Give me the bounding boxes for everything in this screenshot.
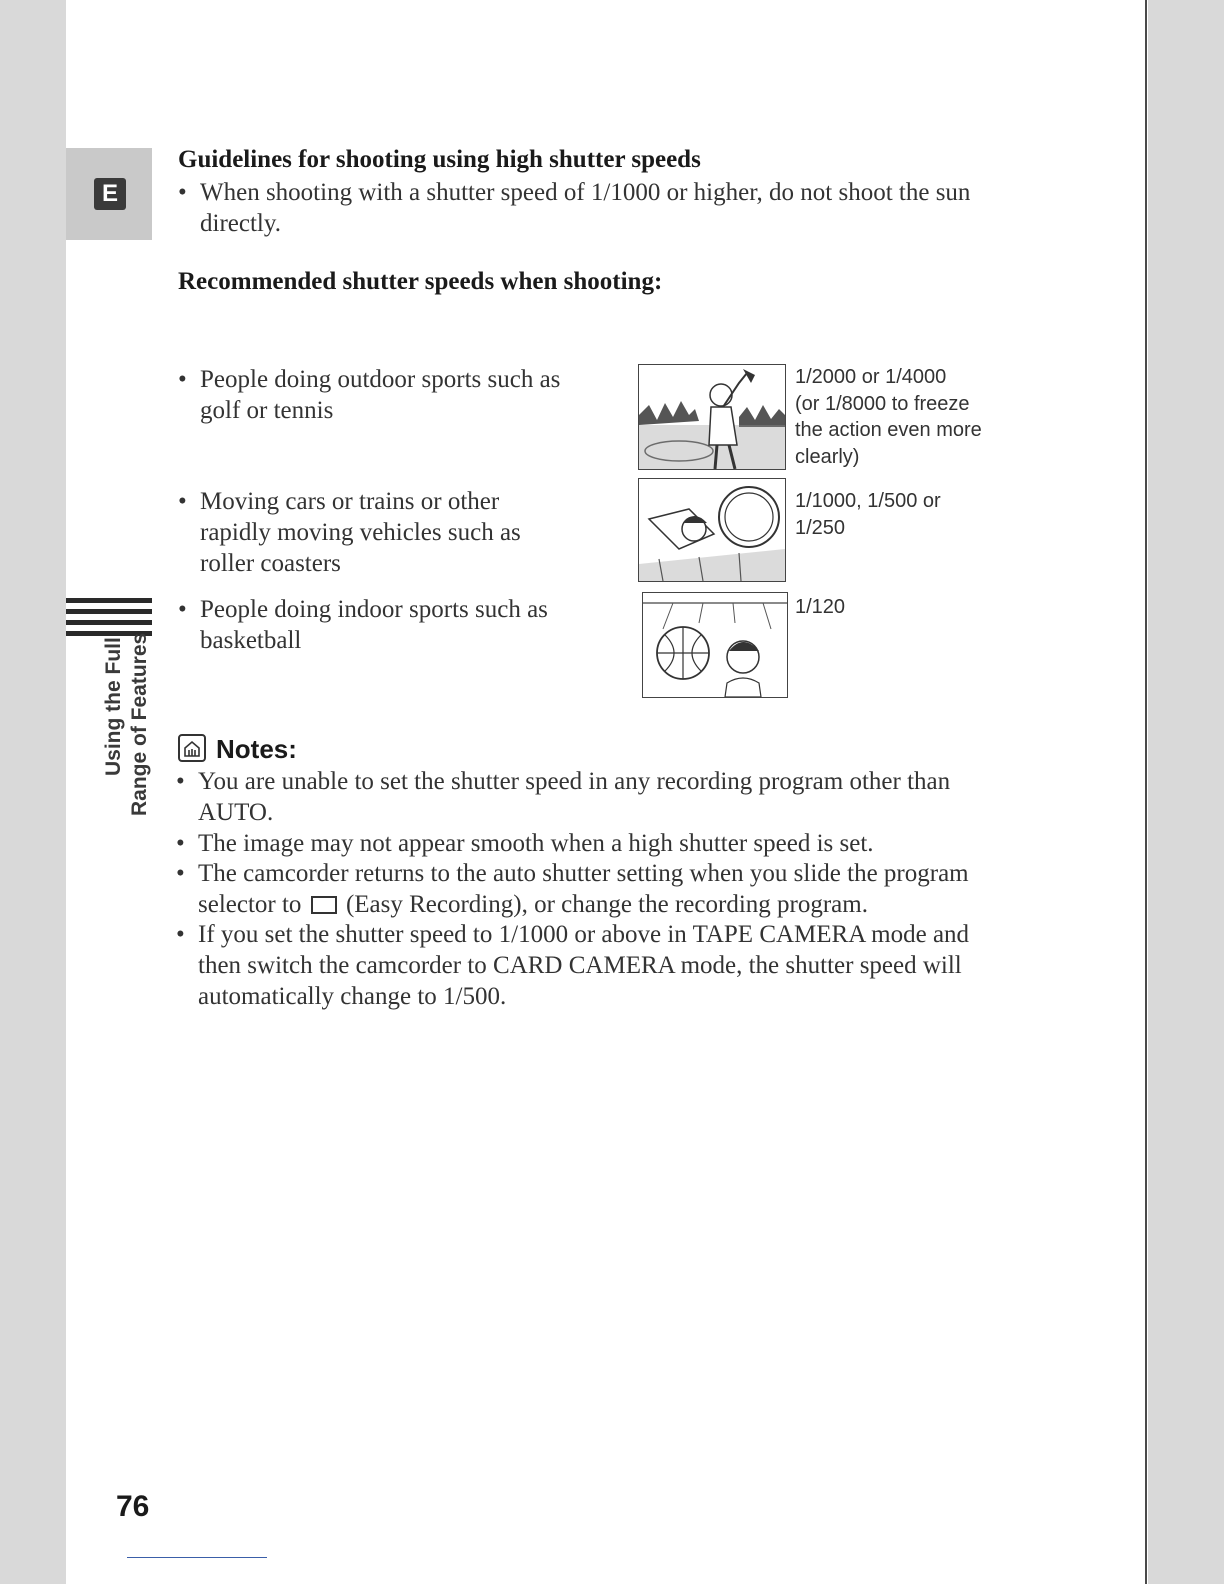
page-number: 76 xyxy=(116,1490,150,1523)
speed-golf xyxy=(795,364,982,470)
notes-icon xyxy=(178,734,206,762)
ground xyxy=(639,549,785,581)
speed-basketball-line1: 1/120 xyxy=(795,596,846,618)
page-edge xyxy=(1145,0,1147,1584)
note-2-line1: The image may not appear smooth when a high shutter speed is set. xyxy=(198,830,874,857)
footer-line xyxy=(127,1557,267,1558)
player-shirt xyxy=(725,678,761,697)
note-item-2: • The image may not appear smooth when a high shutter speed is set. xyxy=(176,830,874,857)
note-3-line1: The camcorder returns to the auto shutter setting when you slide the program xyxy=(198,860,969,887)
note-item-4: • If you set the shutter speed to 1/1000 or above in TAPE CAMERA mode and then switch the camcorder to CARD CAMERA mode, the shutter speed will automatically change to 1/500. xyxy=(176,921,970,1010)
item-basketball-line2: basketball xyxy=(200,627,302,654)
note-3-line2 xyxy=(198,889,868,920)
item-basketball-line1: People doing indoor sports such as xyxy=(200,596,548,623)
recommended-item-golf: • People doing outdoor sports such as golf or tennis xyxy=(178,366,561,424)
tree-line xyxy=(639,401,699,425)
golfer-head xyxy=(710,384,732,406)
speed-golf-line1: 1/2000 or 1/4000 xyxy=(795,366,947,388)
light-rays xyxy=(663,603,771,629)
speed-golf-line4: clearly) xyxy=(795,445,860,468)
recommended-heading: Recommended shutter speeds when shooting: xyxy=(178,268,663,295)
coaster-loop-inner xyxy=(725,493,773,541)
basketball-illustration xyxy=(642,592,788,698)
note-1-line1: You are unable to set the shutter speed in any recording program other than xyxy=(198,768,951,795)
guidelines-bullet: • When shooting with a shutter speed of 1/1000 or higher, do not shoot the sun directly. xyxy=(178,179,971,237)
notes-heading-text: Notes: xyxy=(216,734,297,764)
speed-golf-line3: the action even more xyxy=(795,419,982,441)
note-item-3: • The camcorder returns to the auto shutter setting when you slide the program selector to (Easy Recording), or change the recording program. xyxy=(176,860,969,918)
guidelines-line2: directly. xyxy=(200,210,281,237)
coaster-loop xyxy=(719,487,779,547)
note-1-line2: AUTO. xyxy=(198,799,274,826)
golfer-body xyxy=(709,407,737,445)
item-golf-line2: golf or tennis xyxy=(200,397,334,424)
speed-vehicles-line2: 1/250 xyxy=(795,516,846,539)
speed-vehicles xyxy=(795,488,941,541)
language-tab-label: E xyxy=(94,178,126,210)
recommended-item-vehicles: • Moving cars or trains or other rapidly moving vehicles such as roller coasters xyxy=(178,488,521,577)
recommended-item-basketball: • People doing indoor sports such as basketball xyxy=(178,596,548,654)
note-3-line2b: (Easy Recording), or change the recording program. xyxy=(345,891,868,918)
easy-recording-icon xyxy=(311,896,337,914)
speed-vehicles-line1: 1/1000, 1/500 or xyxy=(795,490,941,512)
notes-heading xyxy=(178,734,297,765)
side-tab-label xyxy=(100,632,160,818)
note-4-line3: automatically change to 1/500. xyxy=(198,983,507,1010)
golfer-illustration xyxy=(638,364,786,470)
guidelines-heading: Guidelines for shooting using high shutter speeds xyxy=(178,146,701,173)
speed-basketball xyxy=(795,594,845,621)
note-4-line1: If you set the shutter speed to 1/1000 or above in TAPE CAMERA mode and xyxy=(198,921,970,948)
side-tab-line1: Using the Full xyxy=(102,637,125,776)
item-vehicles-line2: rapidly moving vehicles such as xyxy=(200,519,521,546)
note-3-line2a: selector to xyxy=(198,891,302,918)
tree-line-right xyxy=(739,405,785,427)
item-golf-line1: People doing outdoor sports such as xyxy=(200,366,561,393)
note-4-line2: then switch the camcorder to CARD CAMERA mode, the shutter speed will xyxy=(198,952,962,979)
side-tab-line2: Range of Features xyxy=(128,632,151,816)
note-item-1: • You are unable to set the shutter speed in any recording program other than AUTO. xyxy=(176,768,951,826)
item-vehicles-line1: Moving cars or trains or other xyxy=(200,488,500,515)
speed-golf-line2: (or 1/8000 to freeze xyxy=(795,392,970,415)
guidelines-line1: When shooting with a shutter speed of 1/1000 or higher, do not shoot the sun xyxy=(200,179,971,206)
item-vehicles-line3: roller coasters xyxy=(200,550,341,577)
roller-coaster-illustration xyxy=(638,478,786,582)
